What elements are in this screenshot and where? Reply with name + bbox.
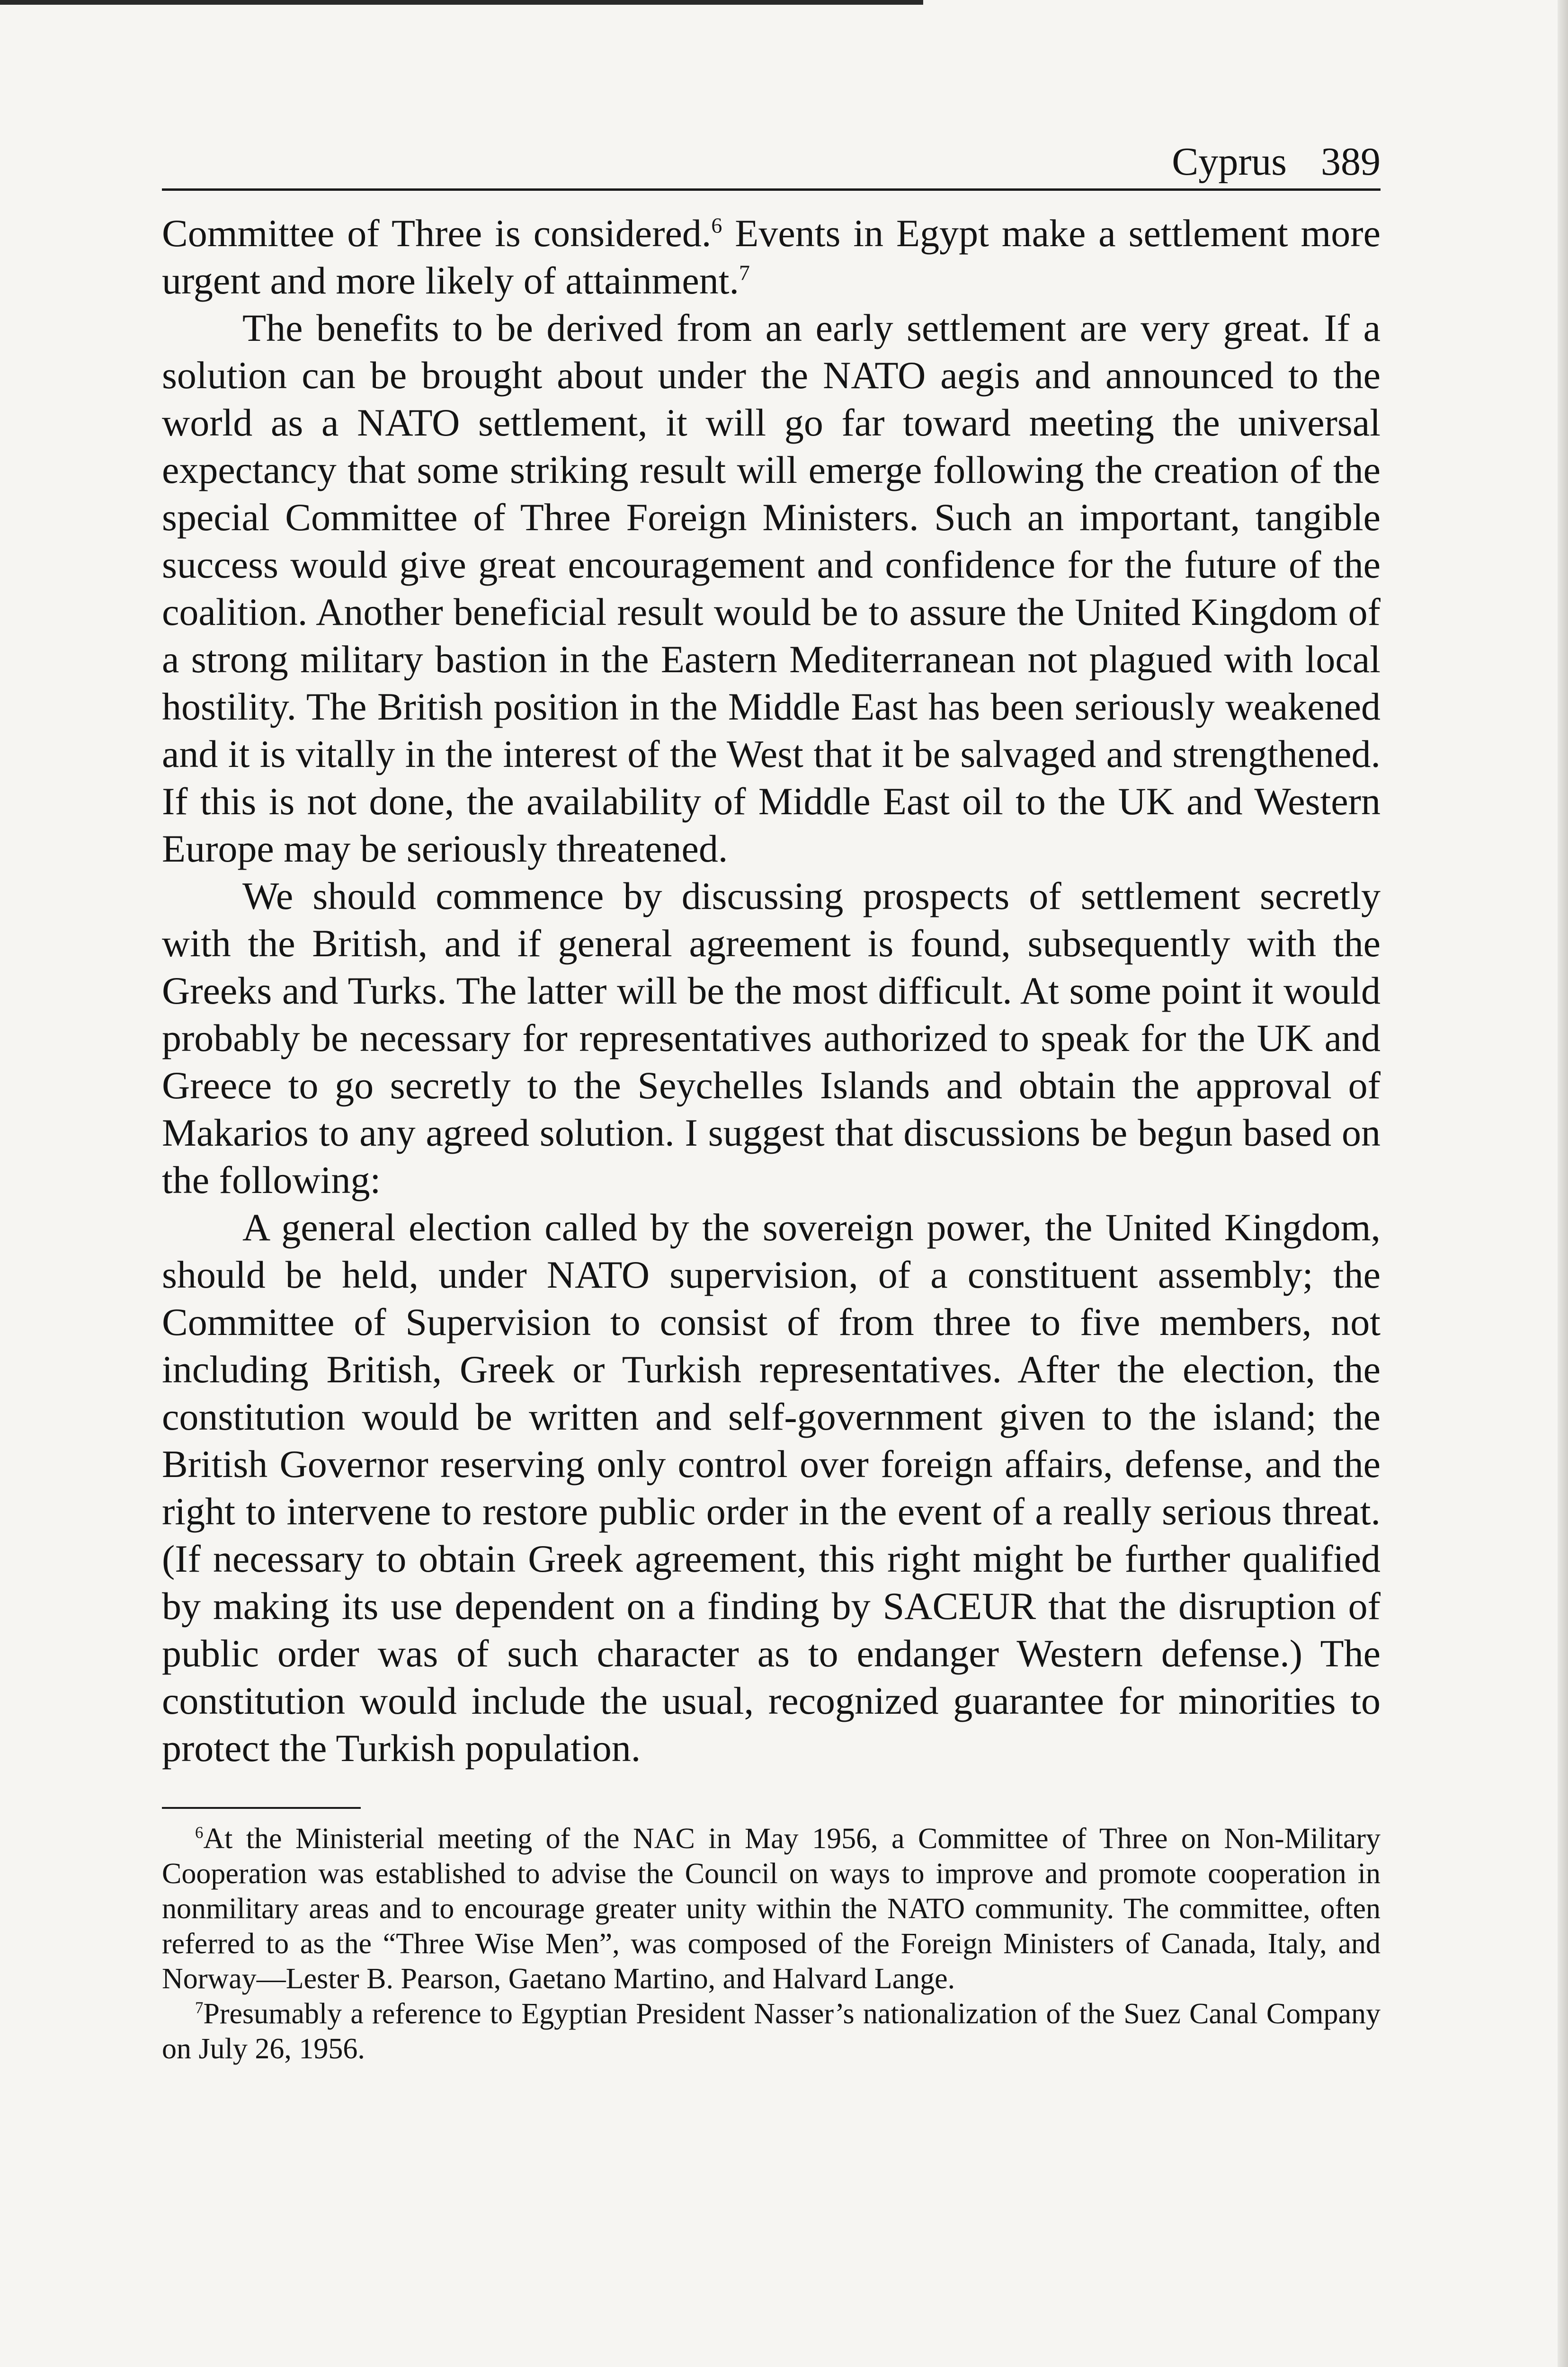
paragraph-1-text-cont: Events in Egypt make a settlement more urgent and more likely of attainment. [162,212,1381,302]
footnote-6-number: 6 [195,1823,204,1842]
running-header [162,142,1381,191]
scan-top-edge [0,0,923,5]
footnote-ref-7: 7 [739,260,750,285]
footnote-ref-6: 6 [711,213,722,238]
paragraph-1-text: Committee of Three is considered. [162,212,712,255]
footnote-7 [162,1996,1381,2066]
paragraph-2: The benefits to be derived from an early settlement are very great. If a solution can be brought about under the NATO aegis and announced to the world as a NATO settlement, it will go far toward meeting the universal expectancy that some striking result will emerge following the creation of the special Committee of Three Foreign Ministers. Such an important, tangible success would give great encouragement and confidence for the future of the coalition. Another beneficial result would be to assure the United Kingdom of a strong military bastion in the Eastern Mediterranean not plagued with local hostility. The British position in the Middle East has been seriously weakened and it is vitally in the interest of the West that it be salvaged and strengthened. If this is not done, the availability of Middle East oil to the UK and Western Europe may be seriously threatened. [162,306,1381,870]
section-title: Cyprus [1172,140,1287,184]
footnote-7-text: Presumably a reference to Egyptian President Nasser’s nationalization of the Suez Canal Company on July 26, 1956. [162,1998,1381,2065]
body-text [162,210,1381,1772]
document-page [162,142,1381,2066]
page-number: 389 [1321,140,1381,184]
paragraph-3: We should commence by discussing prospects of settlement secretly with the British, and if general agreement is found, subsequently with the Greeks and Turks. The latter will be the most difficult. At some point it would probably be necessary for representatives authorized to speak for the UK and Greece to go secretly to the Seychelles Islands and obtain the approval of Makarios to any agreed solution. I suggest that discussions be begun based on the following: [162,874,1381,1201]
paragraph-1 [162,210,1381,304]
footnote-6-text: At the Ministerial meeting of the NAC in May 1956, a Committee of Three on Non-Military Cooperation was established to advise the Council on ways to improve and promote cooperation in nonmilitary areas and to encourage greater unity within the NATO community. The committee, often referred to as the “Three Wise Men”, was composed of the Foreign Ministers of Canada, Italy, and Norway—Lester B. Pearson, Gaetano Martino, and Halvard Lange. [162,1823,1381,1995]
footnote-6 [162,1821,1381,1996]
scan-right-edge [1558,0,1568,2367]
footnotes [162,1821,1381,2066]
footnote-7-number: 7 [195,1998,204,2017]
footnote-divider [162,1807,361,1809]
paragraph-4: A general election called by the sovereign power, the United Kingdom, should be held, under NATO supervision, of a constituent assembly; the Committee of Supervision to consist of from three to five members, not including British, Greek or Turkish representatives. After the election, the constitution would be written and self-government given to the island; the British Governor reserving only control over foreign affairs, defense, and the right to intervene to restore public order in the event of a really serious threat. (If necessary to obtain Greek agreement, this right might be further qualified by making its use dependent on a finding by SACEUR that the disruption of public order was of such character as to endanger Western defense.) The constitution would include the usual, recognized guarantee for minorities to protect the Turkish population. [162,1206,1381,1770]
